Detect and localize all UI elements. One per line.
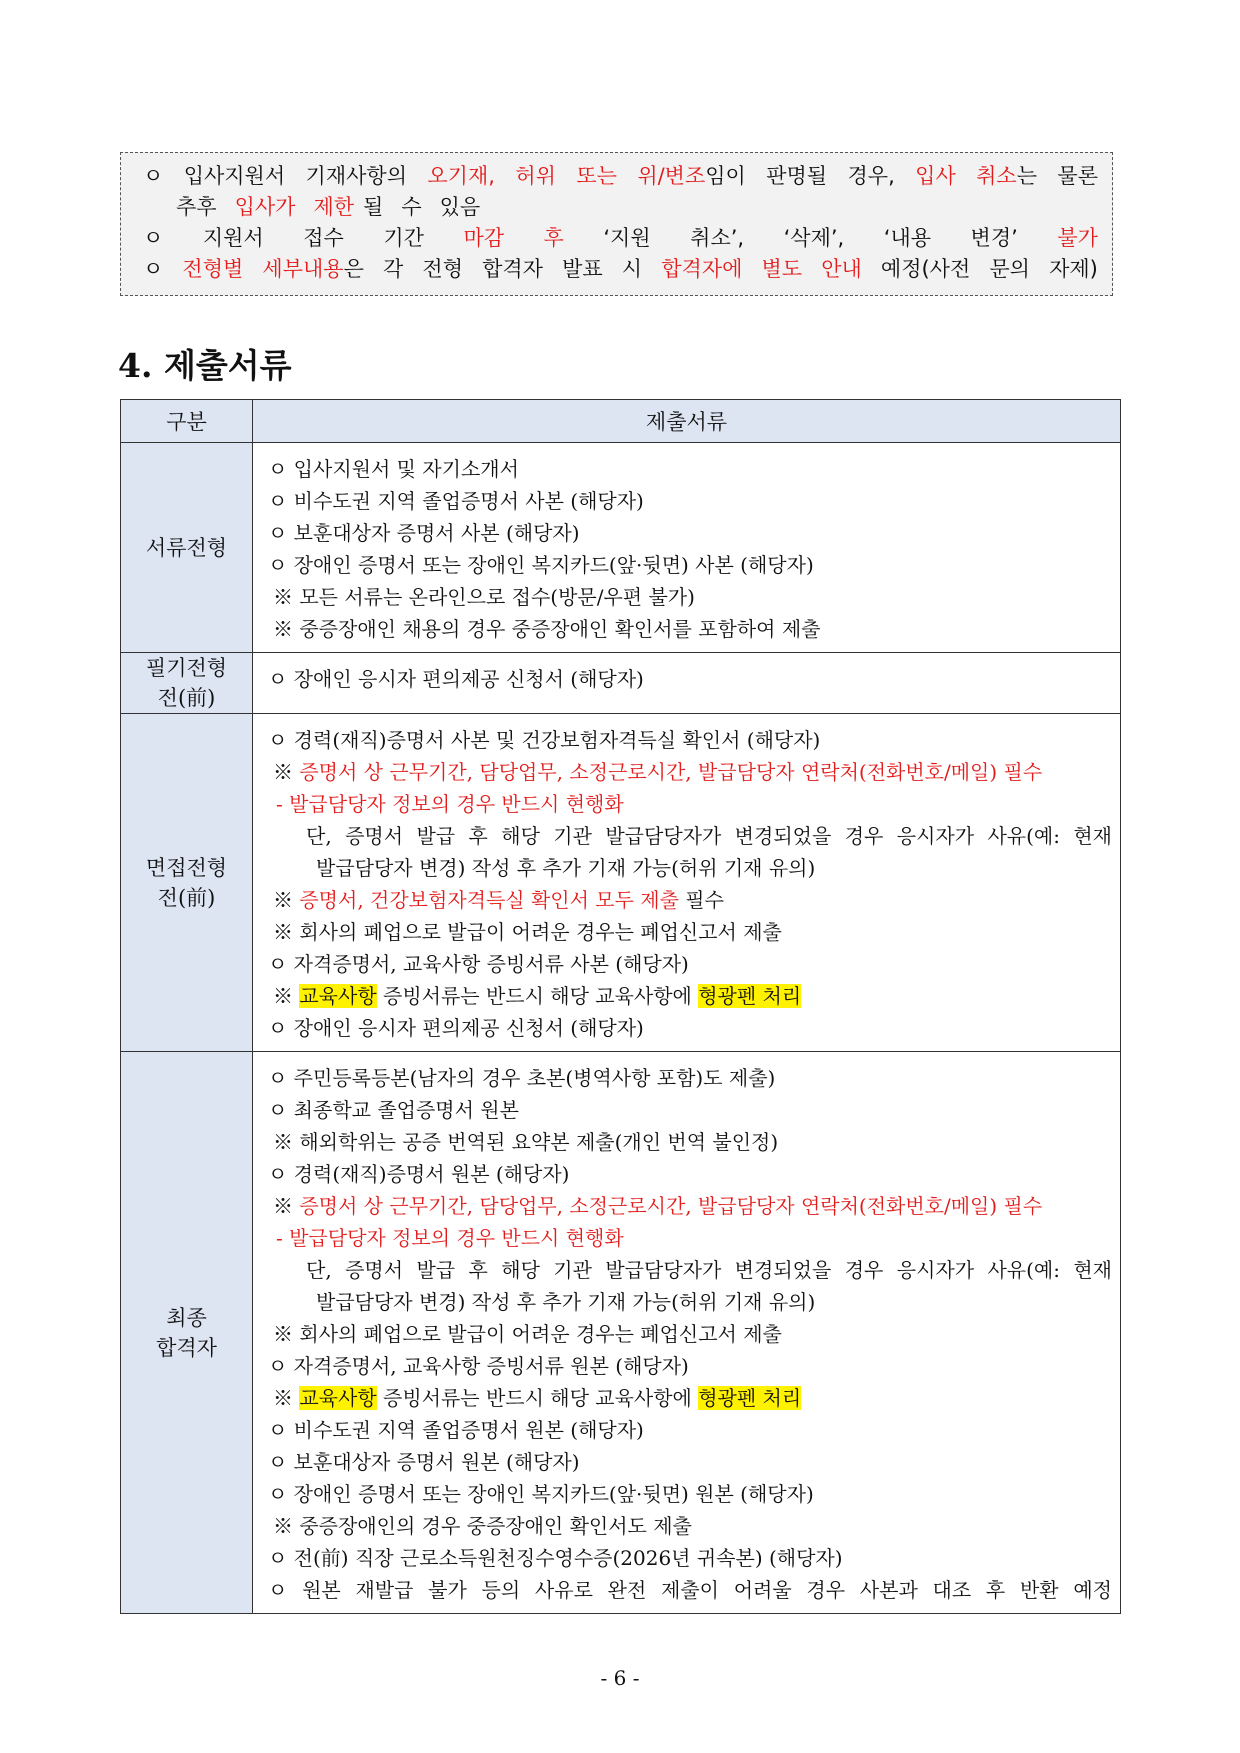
header-category: 구분 [121,400,253,443]
notice-word-text: 기간 [383,226,424,250]
list-item [268,663,1112,695]
list-item [268,1158,1112,1190]
notice-word [440,192,490,223]
row-interview [121,714,1121,1052]
notice-word [306,161,407,192]
item-text: 단, 증명서 발급 후 해당 기관 발급담당자가 변경되었을 경우 응시자가 사유(예: 현재 [306,1258,1112,1282]
notice-word [784,223,845,254]
item-text: 필수 [678,888,724,912]
notice-word [143,254,163,285]
notice-word-text: 자제) [1049,257,1098,281]
row-document-screening [121,443,1121,653]
notice-word-suffix: 임이 [705,164,746,188]
item-text: ㅇ 주민등록등본(남자의 경우 초본(병역사항 포함)도 제출) [268,1066,776,1090]
notice-word [762,254,803,285]
notice-word [848,161,895,192]
row-label [121,653,253,714]
row-items [253,653,1121,714]
highlighted-text: 형광펜 처리 [698,984,802,1008]
notice-word-text: 합격자에 [661,257,743,281]
notice-word [143,223,163,254]
row-items [253,1052,1121,1614]
notice-word-text: 있음 [439,195,481,219]
row-written-exam [121,653,1121,714]
notice-word [176,192,226,223]
highlighted-text: 교육사항 [299,984,377,1008]
notice-word [235,192,305,223]
list-item [268,980,1112,1012]
notice-word [143,161,163,192]
row-label-text: 전(前) [157,885,216,910]
notice-word-text: 전형 [422,257,463,281]
notice-word [690,223,744,254]
item-text: ㅇ 입사지원서 및 자기소개서 [268,457,519,481]
notice-line-3 [143,223,1098,254]
notice-word-suffix: 될 [363,195,384,219]
item-text: 발급담당자 변경) 작성 후 추가 기재 가능(허위 기재 유의) [316,1290,816,1314]
list-item [268,1318,1112,1350]
list-item [268,581,1112,613]
notice-word-text: 또는 [576,164,617,188]
row-label [121,443,253,653]
item-text: ※ [273,984,300,1008]
notice-word-text: 허위 [515,164,556,188]
notice-word-text: 세부내용 [262,257,344,281]
item-list [253,714,1120,1051]
notice-word [989,254,1030,285]
item-list [253,443,1120,652]
list-item [268,1126,1112,1158]
notice-word-text: 제한 [313,195,355,219]
list-item [268,1414,1112,1446]
notice-word [884,223,931,254]
notice-word-text: 변경’ [970,226,1018,250]
notice-word-text: 시 [621,257,643,281]
notice-word [821,254,862,285]
item-text: 단, 증명서 발급 후 해당 기관 발급담당자가 변경되었을 경우 응시자가 사유(예: 현재 [306,824,1112,848]
notice-word [1049,254,1098,285]
notice-word [383,254,403,285]
header-documents: 제출서류 [253,400,1121,443]
emphasis-text: 상 [357,1194,390,1218]
notice-word-text: 입사 [915,164,956,188]
notice-word [262,254,363,285]
notice-word-text: 물론 [1057,164,1098,188]
notice-word [184,161,285,192]
notice-word-text: 입사지원서 [183,164,286,188]
list-item [268,1062,1112,1094]
emphasis-text: 증명서, 건강보험자격득실 확인서 모두 제출 [299,888,679,912]
item-text: ㅇ 전(前) 직장 근로소득원천징수영수증(2026년 귀속본) (해당자) [268,1546,843,1570]
row-label-text: 최종 [166,1305,207,1330]
row-label-text: 전(前) [157,686,216,710]
notice-word-text: ‘지원 [603,226,651,250]
item-text: ※ 모든 서류는 온라인으로 접수(방문/우편 불가) [273,585,695,609]
list-item [268,1574,1112,1606]
notice-word [637,161,746,192]
list-item [268,852,1112,884]
list-item [268,1012,1112,1044]
item-text: ㅇ 자격증명서, 교육사항 증빙서류 원본 (해당자) [268,1354,689,1378]
list-item [268,1094,1112,1126]
emphasis-text: 증명서 [299,760,358,784]
row-items [253,443,1121,653]
item-list [253,653,1120,702]
notice-word [622,254,642,285]
notice-word [576,161,617,192]
notice-line-1 [143,161,1098,192]
item-text: ※ 중증장애인의 경우 중증장애인 확인서도 제출 [273,1514,692,1538]
list-item [268,820,1112,852]
list-item [268,613,1112,645]
notice-word [915,161,956,192]
notice-word [603,223,650,254]
notice-word-text: 발표 [562,257,603,281]
item-text: ㅇ 보훈대상자 증명서 사본 (해당자) [268,521,580,545]
list-item [268,756,1112,788]
notice-word-text: 별도 [761,257,803,281]
item-text: ㅇ 보훈대상자 증명서 원본 (해당자) [268,1450,580,1474]
notice-word-text: 취소’, [690,226,745,250]
list-item [268,1286,1112,1318]
item-text: ㅇ 비수도권 지역 졸업증명서 원본 (해당자) [268,1418,644,1442]
notice-word [482,254,543,285]
list-item [268,1350,1112,1382]
documents-table [120,399,1121,1614]
list-item [268,1254,1112,1286]
list-item [268,549,1112,581]
item-text: ※ [273,760,300,784]
item-text: ※ 해외학위는 공증 번역된 요약본 제출(개인 번역 불인정) [273,1130,779,1154]
notice-word [766,161,827,192]
list-item [268,916,1112,948]
notice-word-suffix: 는 [1016,164,1038,188]
emphasis-text: 근무기간, 담당업무, 소정근로시간, 발급담당자 연락처(전화번호/메일) 필수 [389,760,1043,784]
notice-word [303,223,344,254]
emphasis-text: 근무기간, 담당업무, 소정근로시간, 발급담당자 연락처(전화번호/메일) 필수 [389,1194,1043,1218]
notice-word [1057,161,1098,192]
notice-word-text: 지원서 [202,226,264,250]
notice-word [313,192,392,223]
row-label-text: 필기전형 [145,656,228,680]
notice-word-text: 마감 [463,226,505,250]
page-number: - 6 - [600,1666,640,1690]
item-text: ㅇ 자격증명서, 교육사항 증빙서류 사본 (해당자) [268,952,689,976]
highlighted-text: 교육사항 [299,1386,377,1410]
row-final-successful [121,1052,1121,1614]
list-item [268,948,1112,980]
notice-word-text: 예정(사전 [880,257,971,281]
notice-line-2 [143,192,1098,223]
item-text: 증빙서류는 반드시 해당 교육사항에 [376,984,699,1008]
item-text: ㅇ 원본 재발급 불가 등의 사유로 완전 제출이 어려울 경우 사본과 대조 후 반환 예정 [268,1578,1112,1602]
notice-word-text: ㅇ [143,226,164,250]
section-title: 4. 제출서류 [118,346,292,385]
emphasis-text: 증명서 [299,1194,358,1218]
notice-word-text: ‘내용 [883,226,932,250]
item-text: ※ 회사의 폐업으로 발급이 어려운 경우는 폐업신고서 제출 [273,920,782,944]
item-text: ㅇ 장애인 증명서 또는 장애인 복지카드(앞·뒷면) 원본 (해당자) [268,1482,814,1506]
notice-word-text: ㅇ [143,257,164,281]
notice-line-4 [143,254,1098,285]
notice-word-text: 위/변조 [637,164,706,188]
notice-word [881,254,970,285]
notice-word [401,192,430,223]
list-item [268,1542,1112,1574]
notice-word-text: 합격자 [482,257,543,281]
notice-word [427,161,495,192]
notice-word-text: 전형별 [182,257,244,281]
notice-word-text: 기재사항의 [305,164,407,188]
item-text: ㅇ 경력(재직)증명서 사본 및 건강보험자격득실 확인서 (해당자) [268,728,821,752]
list-item [268,1510,1112,1542]
row-items [253,714,1121,1052]
item-text: ※ [273,888,300,912]
notice-word-text: ‘삭제’, [783,226,845,250]
item-text: ※ [273,1386,300,1410]
item-text: ㅇ 장애인 응시자 편의제공 신청서 (해당자) [268,1016,644,1040]
list-item [268,517,1112,549]
notice-word [971,223,1018,254]
emphasis-text: - 발급담당자 정보의 경우 반드시 현행화 [276,792,624,816]
notice-word [203,223,264,254]
list-item [268,1446,1112,1478]
notice-word-text: 취소 [976,164,1017,188]
notice-word-text: 오기재, [427,164,495,188]
notice-word-text: 추후 [176,195,217,219]
notice-word [422,254,463,285]
emphasis-text: 상 [357,760,390,784]
notice-word [562,254,603,285]
list-item [268,884,1112,916]
notice-word-suffix: 은 [343,257,364,281]
list-item [268,788,1112,820]
notice-word [182,254,243,285]
notice-word-text: 후 [543,226,564,250]
row-label-text: 합격자 [156,1335,217,1360]
notice-word [463,223,504,254]
notice-word [976,161,1037,192]
notice-word [544,223,564,254]
item-text: 발급담당자 변경) 작성 후 추가 기재 가능(허위 기재 유의) [316,856,816,880]
notice-word [383,223,424,254]
notice-box [120,152,1113,296]
table-header-row [121,400,1121,443]
list-item [268,1382,1112,1414]
notice-word-text: 경우, [847,164,895,188]
notice-word [515,161,556,192]
notice-word-text: 접수 [303,226,344,250]
notice-word-text: 입사가 [234,195,296,219]
emphasis-text: - 발급담당자 정보의 경우 반드시 현행화 [276,1226,624,1250]
list-item [268,1222,1112,1254]
notice-word-text: 수 [401,195,422,219]
row-label-text: 서류전형 [145,535,228,560]
notice-word-text: 문의 [989,257,1030,281]
row-label [121,714,253,1052]
list-item [268,485,1112,517]
item-text: ㅇ 장애인 응시자 편의제공 신청서 (해당자) [268,667,644,691]
item-text: ㅇ 비수도권 지역 졸업증명서 사본 (해당자) [268,489,644,513]
notice-word [661,254,742,285]
item-list [253,1052,1120,1613]
item-text: ㅇ 경력(재직)증명서 원본 (해당자) [268,1162,570,1186]
list-item [268,1478,1112,1510]
list-item [268,453,1112,485]
item-text: ㅇ 장애인 증명서 또는 장애인 복지카드(앞·뒷면) 사본 (해당자) [268,553,814,577]
notice-word-text: 안내 [821,257,862,281]
item-text: ㅇ 최종학교 졸업증명서 원본 [268,1098,519,1122]
notice-word-text: ㅇ [143,164,164,188]
notice-word-text: 각 [382,257,404,281]
notice-word-text: 불가 [1057,226,1098,250]
notice-word [1057,223,1098,254]
item-text: ※ 회사의 폐업으로 발급이 어려운 경우는 폐업신고서 제출 [273,1322,782,1346]
row-label-text: 면접전형 [145,855,228,880]
item-text: 증빙서류는 반드시 해당 교육사항에 [376,1386,699,1410]
item-text: ※ 중증장애인 채용의 경우 중증장애인 확인서를 포함하여 제출 [273,617,821,641]
highlighted-text: 형광펜 처리 [698,1386,802,1410]
notice-word-text: 판명될 [766,164,828,188]
row-label [121,1052,253,1614]
list-item [268,1190,1112,1222]
item-text: ※ [273,1194,300,1218]
list-item [268,724,1112,756]
